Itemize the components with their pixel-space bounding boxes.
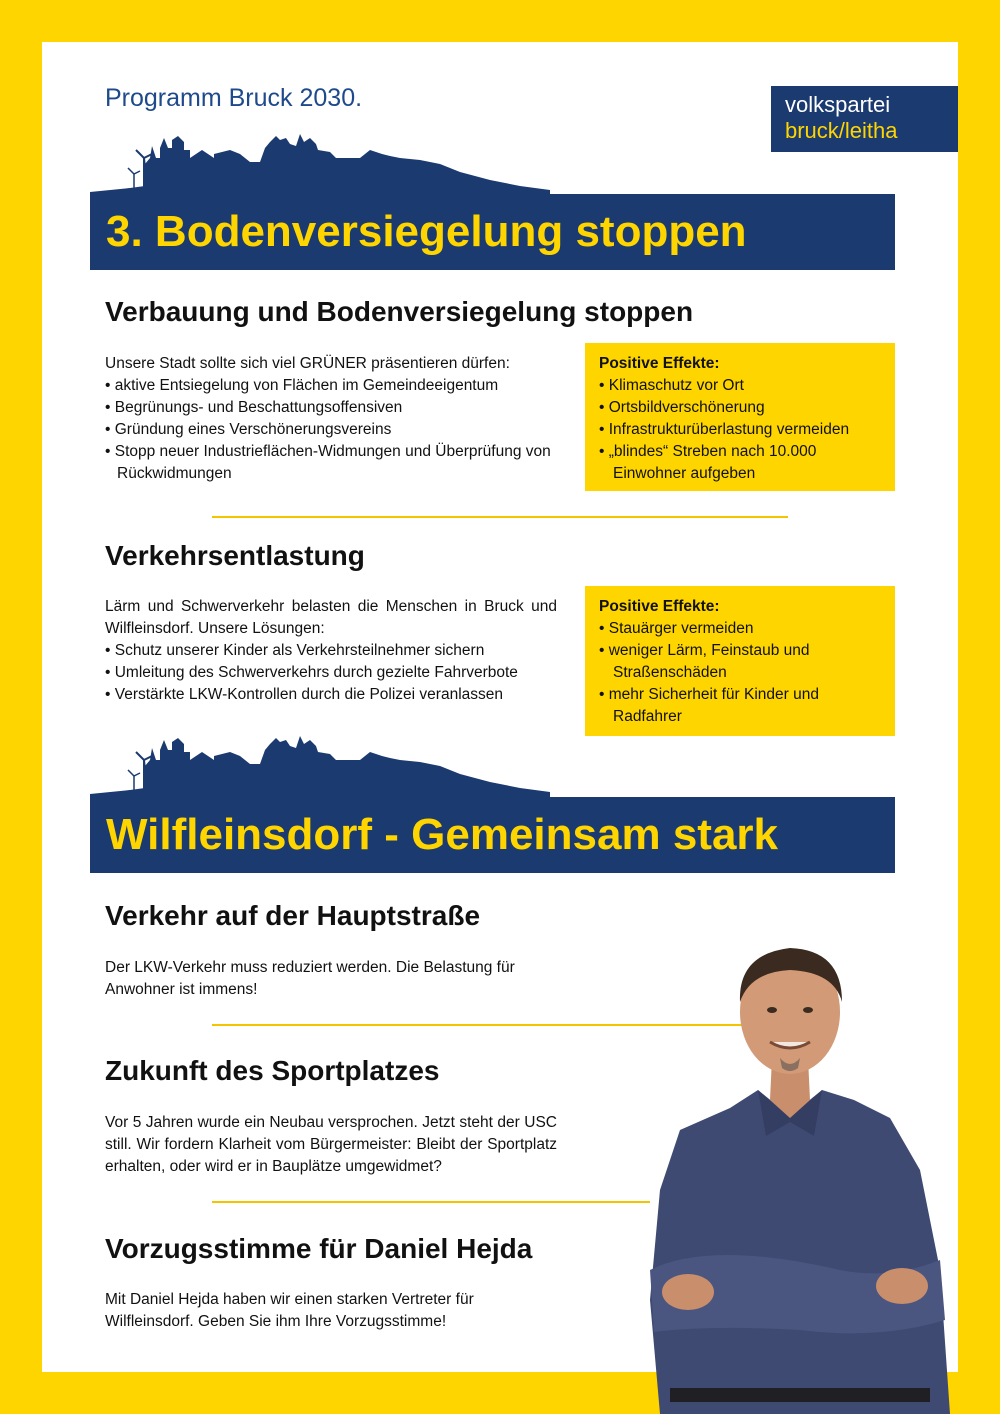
heading-sportplatz: Zukunft des Sportplatzes — [105, 1055, 440, 1086]
text-verkehrsentlastung — [105, 596, 557, 706]
list-item: • Begrünungs- und Beschattungsoffensiven — [105, 397, 557, 419]
list-item: • Schutz unserer Kinder als Verkehrsteilnehmer sichern — [105, 640, 557, 662]
effects-box-verbauung — [585, 343, 895, 491]
frame-right — [958, 0, 1000, 1414]
effects-list — [599, 618, 881, 728]
divider — [212, 516, 788, 518]
list-item: • Umleitung des Schwerverkehrs durch gezielte Fahrverbote — [105, 662, 557, 684]
heading-hauptstrasse: Verkehr auf der Hauptstraße — [105, 900, 481, 931]
effect-item: • Klimaschutz vor Ort — [599, 375, 881, 397]
divider — [212, 1201, 650, 1203]
effect-item: • weniger Lärm, Feinstaub und Straßenschäden — [599, 640, 881, 684]
heading-verkehrsentlastung: Verkehrsentlastung — [105, 540, 365, 571]
logo-line-1: volkspartei — [785, 92, 891, 117]
skyline-silhouette-1 — [90, 128, 550, 198]
intro-verbauung: Unsere Stadt sollte sich viel GRÜNER präsentieren dürfen: — [105, 355, 510, 372]
effects-list — [599, 375, 881, 485]
section-banner-wilfleinsdorf: Wilfleinsdorf - Gemeinsam stark — [90, 797, 895, 873]
skyline-silhouette-2 — [90, 730, 550, 800]
list-item: • Stopp neuer Industrieflächen-Widmungen und Überprüfung von Rückwidmungen — [105, 441, 557, 485]
logo-line-2: bruck/leitha — [785, 118, 898, 143]
effects-box-verkehr — [585, 586, 895, 736]
list-verbauung — [105, 375, 557, 485]
effect-item: • Infrastrukturüberlastung vermeiden — [599, 419, 881, 441]
text-verbauung — [105, 353, 557, 485]
list-item: • aktive Entsiegelung von Flächen im Gemeindeeigentum — [105, 375, 557, 397]
program-title: Programm Bruck 2030. — [105, 84, 363, 112]
effect-item: • Stauärger vermeiden — [599, 618, 881, 640]
text-hauptstrasse: Der LKW-Verkehr muss reduziert werden. Die Belastung für Anwohner ist immens! — [105, 959, 515, 998]
list-item: • Verstärkte LKW-Kontrollen durch die Polizei veranlassen — [105, 684, 557, 706]
intro-verkehrsentlastung: Lärm und Schwerverkehr belasten die Menschen in Bruck und Wilfleinsdorf. Unsere Lösungen: — [105, 598, 557, 637]
text-vorzugsstimme: Mit Daniel Hejda haben wir einen starken Vertreter für Wilfleinsdorf. Geben Sie ihm Ihre Vorzugsstimme! — [105, 1291, 474, 1330]
effect-item: • „blindes“ Streben nach 10.000 Einwohner aufgeben — [599, 441, 881, 485]
list-item: • Gründung eines Verschönerungsvereins — [105, 419, 557, 441]
candidate-photo — [640, 940, 958, 1414]
text-sportplatz: Vor 5 Jahren wurde ein Neubau versprochen. Jetzt steht der USC still. Wir fordern Klarheit vom Bürgermeister: Bleibt der Sportplatz erhalten, oder wird er in Bauplätze umgewidmet? — [105, 1114, 557, 1175]
frame-top — [0, 0, 1000, 42]
heading-vorzugsstimme: Vorzugsstimme für Daniel Hejda — [105, 1233, 533, 1264]
heading-verbauung: Verbauung und Bodenversiegelung stoppen — [105, 296, 694, 327]
party-logo — [771, 86, 958, 152]
effect-item: • mehr Sicherheit für Kinder und Radfahrer — [599, 684, 881, 728]
section-banner-bodenversiegelung: 3. Bodenversiegelung stoppen — [90, 194, 895, 270]
effects-title: Positive Effekte: — [599, 355, 720, 372]
list-verkehrsentlastung — [105, 640, 557, 706]
frame-left — [0, 0, 42, 1414]
effects-title: Positive Effekte: — [599, 598, 720, 615]
effect-item: • Ortsbildverschönerung — [599, 397, 881, 419]
